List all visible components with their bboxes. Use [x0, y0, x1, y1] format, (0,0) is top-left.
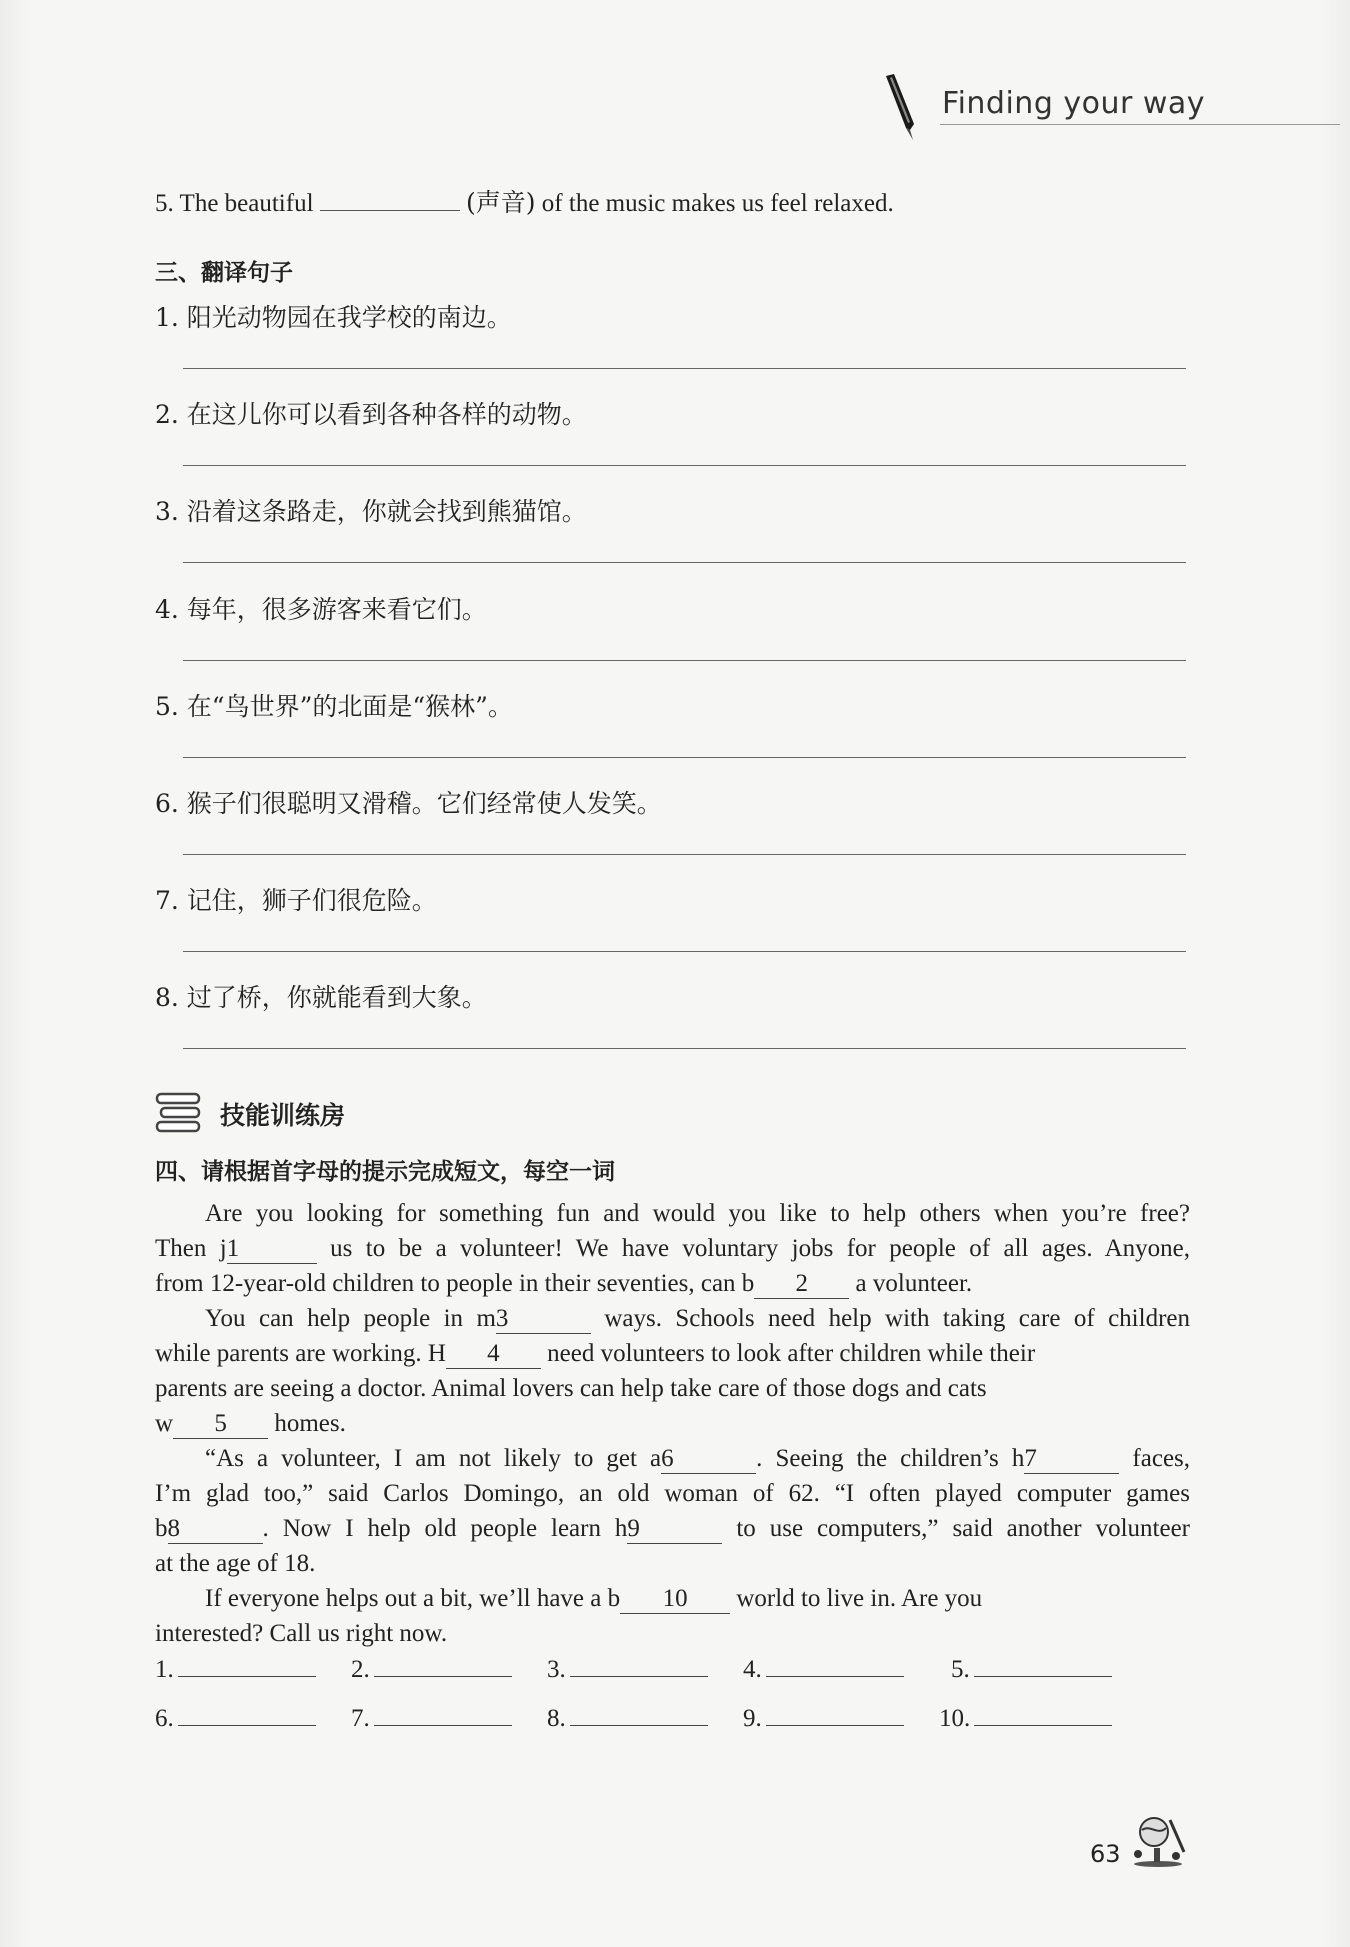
gap-5[interactable]: 5	[173, 1410, 268, 1439]
passage-line: If everyone helps out a bit, we’ll have a b 10 world to live in. Are you	[205, 1585, 983, 1612]
cloze-passage	[155, 1196, 1190, 1651]
skill-section-title: 技能训练房	[220, 1101, 346, 1130]
answer-slot-10[interactable]: 10.	[939, 1699, 1112, 1733]
header-title: Finding your way	[942, 86, 1206, 121]
translate-item-8: 8. 过了桥，你就能看到大象。	[155, 983, 487, 1012]
gap-9[interactable]: 9	[627, 1515, 722, 1544]
translate-answer-line-5[interactable]	[183, 757, 1186, 758]
fill-item-5	[155, 183, 894, 219]
gap-6[interactable]: 6	[661, 1445, 756, 1474]
section4-heading: 四、请根据首字母的提示完成短文，每空一词	[155, 1159, 615, 1185]
section3-heading: 三、翻译句子	[155, 260, 293, 286]
passage-line: “As a volunteer, I am not likely to get a6 . Seeing the children’s h7 faces,	[205, 1445, 1191, 1472]
translate-item-5: 5. 在“鸟世界”的北面是“猴林”。	[155, 692, 513, 721]
translate-answer-line-4[interactable]	[183, 660, 1186, 661]
answer-slot-3[interactable]: 3.	[547, 1650, 708, 1684]
gap-3[interactable]: 3	[496, 1305, 591, 1334]
page-number: 63	[1090, 1840, 1121, 1868]
gap-7[interactable]: 7	[1024, 1445, 1119, 1474]
gap-4[interactable]: 4	[446, 1340, 541, 1369]
passage-line: from 12-year-old children to people in their seventies, can b 2 a volunteer.	[155, 1270, 973, 1297]
translate-answer-line-7[interactable]	[183, 951, 1186, 952]
answer-slot-6[interactable]: 6.	[155, 1699, 316, 1733]
answer-slot-4[interactable]: 4.	[743, 1650, 904, 1684]
passage-line: I’m glad too,” said Carlos Domingo, an old woman of 62. “I often played computer games	[155, 1480, 1190, 1507]
translate-item-4: 4. 每年，很多游客来看它们。	[155, 595, 487, 624]
gap-10[interactable]: 10	[620, 1585, 730, 1614]
fill-item-5-hint: (声音)	[466, 188, 536, 217]
passage-line: while parents are working. H 4 need volunteers to look after children while their	[155, 1340, 1036, 1367]
gap-8[interactable]: 8	[168, 1515, 263, 1544]
fill-item-5-blank[interactable]	[320, 188, 460, 211]
translate-item-6: 6. 猴子们很聪明又滑稽。它们经常使人发笑。	[155, 789, 662, 818]
answer-slot-8[interactable]: 8.	[547, 1699, 708, 1733]
passage-line: parents are seeing a doctor. Animal lovers can help take care of those dogs and cats	[155, 1375, 987, 1402]
translate-item-2: 2. 在这儿你可以看到各种各样的动物。	[155, 400, 587, 429]
translate-answer-line-3[interactable]	[183, 562, 1186, 563]
passage-line: Then j1 us to be a volunteer! We have voluntary jobs for people of all ages. Anyone,	[155, 1235, 1190, 1262]
answer-row-2	[155, 1699, 1215, 1739]
translate-item-3: 3. 沿着这条路走，你就会找到熊猫馆。	[155, 497, 587, 526]
passage-line: b8 . Now I help old people learn h9 to use computers,” said another volunteer	[155, 1515, 1190, 1542]
translate-item-1: 1. 阳光动物园在我学校的南边。	[155, 303, 512, 332]
skill-section-icon	[155, 1092, 201, 1134]
passage-line: You can help people in m3 ways. Schools need help with taking care of children	[205, 1305, 1190, 1332]
gap-2[interactable]: 2	[754, 1270, 849, 1299]
passage-line: Are you looking for something fun and would you like to help others when you’re free?	[205, 1200, 1190, 1227]
answer-row-1	[155, 1650, 1215, 1690]
passage-line: at the age of 18.	[155, 1550, 316, 1577]
page-header	[880, 72, 1340, 142]
pen-icon	[880, 72, 930, 142]
answer-slot-1[interactable]: 1.	[155, 1650, 316, 1684]
gap-1[interactable]: 1	[227, 1235, 317, 1264]
globe-figure-icon	[1128, 1812, 1188, 1868]
answer-slot-7[interactable]: 7.	[351, 1699, 512, 1733]
translate-answer-line-2[interactable]	[183, 465, 1186, 466]
translate-answer-line-8[interactable]	[183, 1048, 1186, 1049]
translate-answer-line-1[interactable]	[183, 368, 1186, 369]
answer-slot-9[interactable]: 9.	[743, 1699, 904, 1733]
fill-item-5-prefix: 5. The beautiful	[155, 190, 314, 217]
passage-line: interested? Call us right now.	[155, 1620, 448, 1647]
header-rule	[940, 124, 1340, 125]
translate-item-7: 7. 记住，狮子们很危险。	[155, 886, 437, 915]
answer-slot-5[interactable]: 5.	[951, 1650, 1112, 1684]
translate-answer-line-6[interactable]	[183, 854, 1186, 855]
fill-item-5-suffix: of the music makes us feel relaxed.	[541, 190, 894, 217]
answer-slot-2[interactable]: 2.	[351, 1650, 512, 1684]
passage-line: w 5 homes.	[155, 1410, 346, 1437]
